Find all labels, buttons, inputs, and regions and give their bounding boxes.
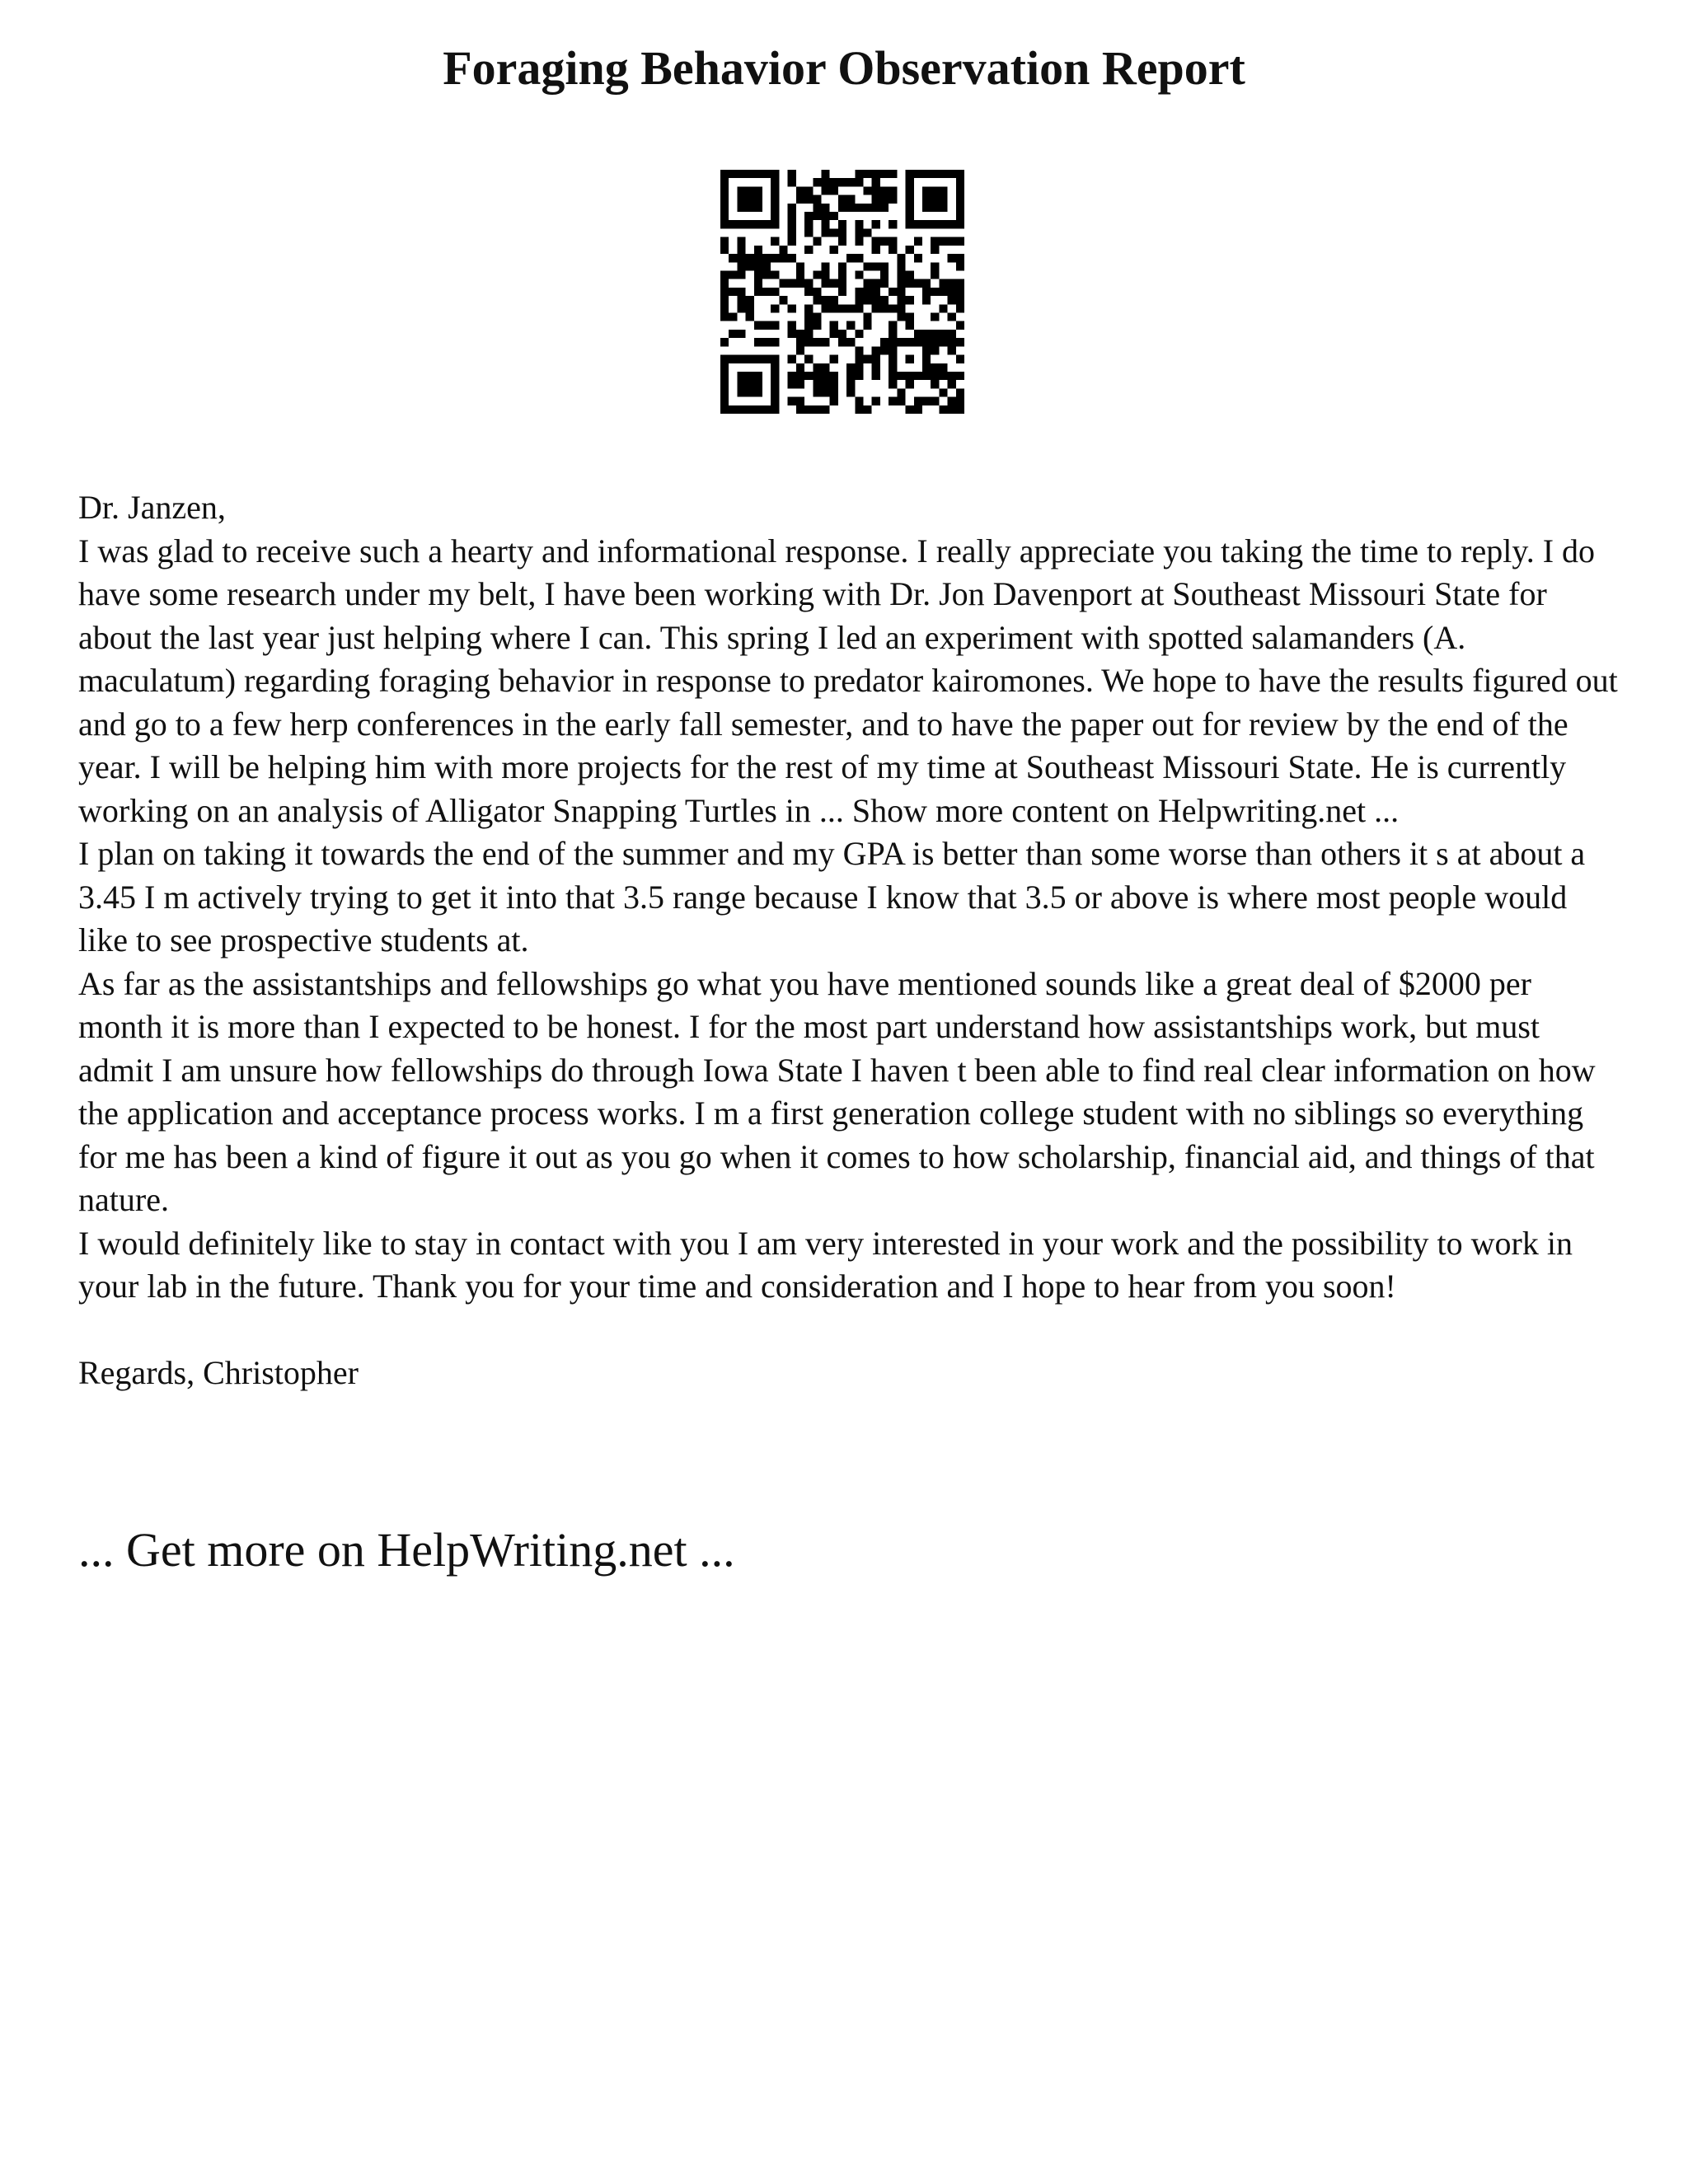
spacer: [78, 1309, 1620, 1352]
paragraph-3: As far as the assistantships and fellowships go what you have mentioned sounds like a great deal of $2000 per month it is more than I expected to be honest. I for the most part understand how assistantships work, but must admit I am unsure how fellowships do through Iowa State I haven t been able to find real clear information on how the application and acceptance process works. I m a first generation college student with no siblings so everything for me has been a kind of figure it out as you go when it comes to how scholarship, financial aid, and things of that nature.: [78, 964, 1596, 1218]
salutation: Dr. Janzen,: [78, 489, 226, 526]
closing: Regards, Christopher: [78, 1353, 359, 1391]
get-more-link[interactable]: ... Get more on HelpWriting.net ...: [78, 1523, 735, 1577]
paragraph-1: I was glad to receive such a hearty and informational response. I really appreciate you taking the time to reply. I do have some research under my belt, I have been working with Dr. Jon Davenport at Southeast Missouri State for about the last year just helping where I can. This spring I led an experiment with spotted salamanders (A. maculatum) regarding foraging behavior in response to predator kairomones. We hope to have the results figured out and go to a few herp conferences in the early fall semester, and to have the paper out for review by the end of the year. I will be helping him with more projects for the rest of my time at Southeast Missouri State. He is currently working on an analysis of Alligator Snapping Turtles in ... Show more content on Helpwriting.net ...: [78, 532, 1618, 829]
qr-code-icon: [720, 170, 964, 414]
paragraph-2: I plan on taking it towards the end of the summer and my GPA is better than some worse than others it s at about a 3.45 I m actively trying to get it into that 3.5 range because I know that 3.5 or above is where most people would like to see prospective students at.: [78, 835, 1586, 958]
paragraph-4: I would definitely like to stay in contact with you I am very interested in your work and the possibility to work in your lab in the future. Thank you for your time and consideration and I hope to hear from you soon!: [78, 1224, 1573, 1305]
letter-body: [78, 486, 1620, 1394]
page-title: Foraging Behavior Observation Report: [443, 41, 1245, 95]
